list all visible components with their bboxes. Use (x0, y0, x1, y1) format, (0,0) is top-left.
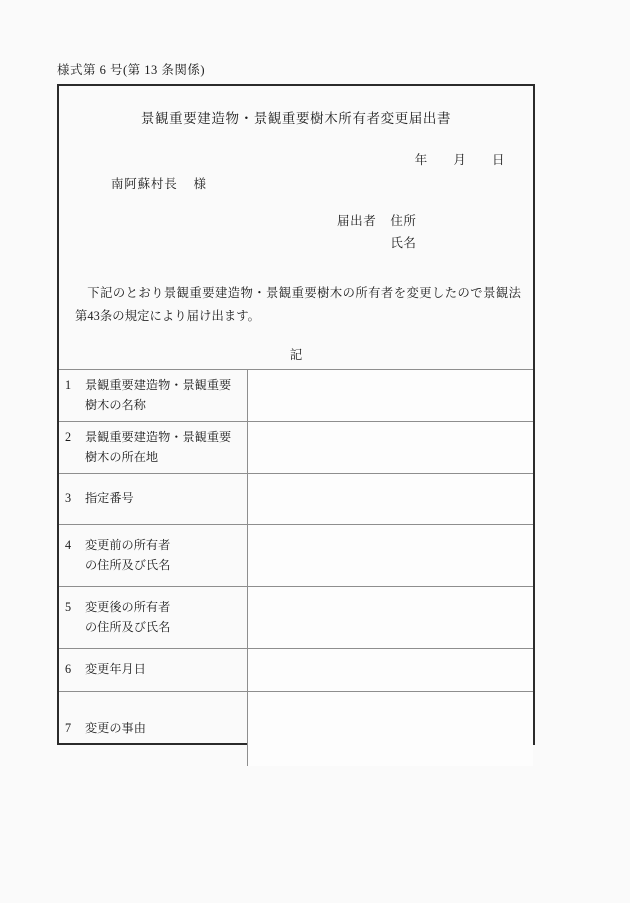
item-label-line2: 樹木の所在地 (85, 449, 159, 464)
item-label-line2: の住所及び氏名 (85, 619, 171, 634)
item-label-cell (59, 692, 248, 766)
table-row (59, 525, 533, 587)
item-label (85, 428, 231, 467)
item-value-cell[interactable] (248, 587, 534, 649)
item-value-cell[interactable] (248, 649, 534, 692)
date-line (415, 150, 505, 168)
body-text: 下記のとおり景観重要建造物・景観重要樹木の所有者を変更したので景観法第43条の規定により届け出ます。 (75, 286, 521, 323)
item-label-cell (59, 370, 248, 422)
item-value-cell[interactable] (248, 422, 534, 474)
item-label-cell (59, 649, 248, 692)
form-number: 様式第 6 号(第 13 条関係) (57, 63, 206, 77)
item-label (85, 660, 146, 680)
item-value-cell[interactable] (248, 370, 534, 422)
item-label (85, 598, 170, 637)
item-label-line1: 指定番号 (85, 491, 134, 506)
submitter-label: 届出者 (337, 214, 377, 228)
item-label-line1: 変更年月日 (85, 662, 146, 677)
item-number: 1 (65, 378, 72, 392)
ki-marker: 記 (289, 348, 303, 362)
addressee-name: 南阿蘇村長 (111, 177, 178, 191)
item-value-cell[interactable] (248, 474, 534, 525)
item-label-line1: 変更の事由 (85, 721, 146, 736)
table-row (59, 692, 533, 766)
submitter-block (337, 211, 417, 255)
item-number: 4 (65, 538, 72, 553)
table-row (59, 370, 533, 422)
table-row (59, 474, 533, 525)
item-number: 3 (65, 491, 72, 506)
addressee (111, 174, 207, 192)
addressee-honorific: 様 (193, 177, 207, 191)
table-row (59, 649, 533, 692)
item-label (85, 536, 170, 575)
item-label-line2: の住所及び氏名 (85, 557, 171, 572)
submitter-address-label: 住所 (390, 214, 417, 228)
page-title: 景観重要建造物・景観重要樹木所有者変更届出書 (140, 111, 452, 126)
item-number: 7 (65, 721, 72, 736)
date-day-label: 日 (491, 153, 505, 167)
item-label-line1: 景観重要建造物・景観重要 (85, 378, 232, 392)
document-frame (57, 84, 535, 745)
item-value-cell[interactable] (248, 692, 534, 766)
item-label-cell (59, 587, 248, 649)
item-label-line1: 景観重要建造物・景観重要 (85, 430, 232, 445)
item-label (85, 489, 134, 509)
table-row (59, 587, 533, 649)
item-label-cell (59, 525, 248, 587)
items-table (59, 369, 533, 766)
item-number: 2 (65, 430, 72, 445)
item-number: 6 (65, 662, 72, 677)
item-label-cell (59, 422, 248, 474)
item-number: 5 (65, 600, 72, 615)
item-label-cell (59, 474, 248, 525)
item-label-line2: 樹木の名称 (85, 397, 146, 412)
item-label (85, 376, 231, 415)
item-value-cell[interactable] (248, 525, 534, 587)
table-row (59, 422, 533, 474)
submitter-name-label: 氏名 (390, 235, 417, 250)
date-month-label: 月 (453, 153, 467, 167)
date-year-label: 年 (414, 153, 428, 167)
item-label-line1: 変更後の所有者 (85, 600, 171, 615)
item-label (85, 719, 146, 739)
item-label-line1: 変更前の所有者 (85, 538, 171, 553)
